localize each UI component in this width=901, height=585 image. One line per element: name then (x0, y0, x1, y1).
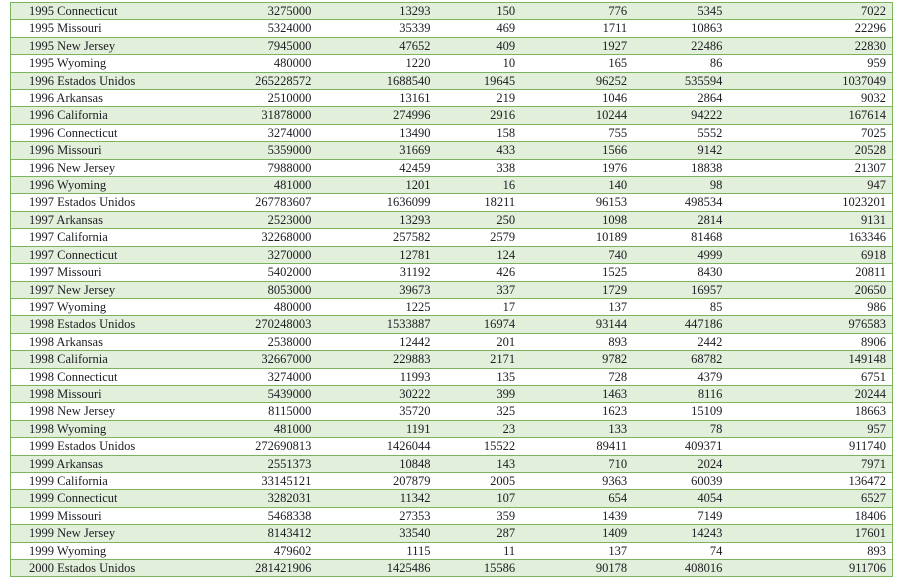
cell-value: 18406 (854, 508, 886, 523)
cell-value: 143 (496, 456, 516, 471)
cell-value: 1566 (602, 143, 628, 158)
cell-value: 13161 (399, 91, 431, 106)
cell-value: 20811 (855, 265, 886, 280)
cell-value: 35720 (399, 404, 431, 419)
cell-value: 1439 (602, 508, 628, 523)
cell-value: 35339 (399, 21, 431, 36)
cell-value: 1023201 (842, 195, 886, 210)
cell-value: 8143412 (267, 526, 312, 541)
cell-value: 1426044 (386, 439, 431, 454)
cell-value: 20650 (854, 282, 886, 297)
cell-value: 338 (496, 160, 516, 175)
cell-value: 447186 (684, 317, 723, 332)
cell-value: 7025 (861, 125, 886, 140)
cell-value: 107 (496, 491, 516, 506)
cell-value: 9363 (602, 473, 628, 488)
cell-value: 272690813 (255, 439, 312, 454)
cell-year-region: 1997 New Jersey (29, 282, 116, 297)
cell-year-region: 1996 Connecticut (29, 125, 118, 140)
cell-value: 9782 (602, 352, 628, 367)
cell-year-region: 1996 Wyoming (29, 178, 107, 193)
cell-value: 30222 (399, 386, 431, 401)
cell-value: 13490 (399, 125, 431, 140)
cell-value: 2538000 (267, 334, 312, 349)
cell-value: 479602 (273, 543, 312, 558)
cell-value: 201 (496, 334, 516, 349)
cell-value: 207879 (392, 473, 431, 488)
cell-value: 2005 (490, 473, 516, 488)
cell-year-region: 1999 California (29, 473, 108, 488)
table-row (11, 490, 893, 507)
cell-value: 74 (709, 543, 723, 558)
table-row (11, 229, 893, 246)
cell-value: 10 (502, 56, 516, 71)
cell-value: 15586 (483, 561, 516, 575)
cell-value: 3274000 (267, 369, 312, 384)
cell-value: 15109 (691, 404, 723, 419)
cell-year-region: 1996 Missouri (29, 143, 102, 158)
cell-value: 18838 (691, 160, 723, 175)
cell-value: 281421906 (255, 561, 312, 575)
cell-value: 23 (502, 421, 516, 436)
cell-value: 17 (502, 299, 516, 314)
table-row (11, 107, 893, 124)
cell-value: 1533887 (386, 317, 431, 332)
cell-year-region: 1997 Estados Unidos (29, 195, 136, 210)
cell-value: 911706 (848, 561, 886, 575)
cell-year-region: 1998 Missouri (29, 386, 102, 401)
cell-value: 893 (867, 543, 886, 558)
cell-value: 7971 (861, 456, 886, 471)
cell-value: 19645 (483, 73, 516, 88)
cell-value: 22486 (691, 38, 723, 53)
cell-year-region: 1997 Missouri (29, 265, 102, 280)
cell-value: 1115 (406, 543, 431, 558)
cell-value: 12442 (399, 334, 431, 349)
cell-value: 11 (503, 543, 516, 558)
table-row (11, 72, 893, 89)
cell-value: 27353 (399, 508, 431, 523)
cell-value: 1976 (602, 160, 628, 175)
cell-year-region: 1997 Connecticut (29, 247, 118, 262)
cell-value: 265228572 (255, 73, 312, 88)
table-row (11, 420, 893, 437)
cell-value: 1525 (602, 265, 628, 280)
cell-value: 250 (496, 212, 516, 227)
cell-value: 2171 (490, 352, 516, 367)
cell-year-region: 1998 California (29, 352, 108, 367)
table-row (11, 507, 893, 524)
table-row (11, 211, 893, 228)
cell-value: 98 (709, 178, 723, 193)
cell-value: 11342 (399, 491, 431, 506)
cell-value: 22830 (854, 38, 886, 53)
table-row (11, 560, 893, 577)
cell-value: 1927 (602, 38, 628, 53)
cell-value: 39673 (399, 282, 431, 297)
cell-value: 93144 (595, 317, 628, 332)
cell-year-region: 1997 Arkansas (29, 212, 103, 227)
cell-year-region: 1996 New Jersey (29, 160, 116, 175)
cell-value: 481000 (273, 421, 312, 436)
cell-value: 1729 (602, 282, 628, 297)
cell-value: 1711 (602, 21, 628, 36)
cell-value: 6751 (861, 369, 886, 384)
cell-value: 2579 (490, 230, 516, 245)
table-row (11, 246, 893, 263)
cell-value: 710 (608, 456, 628, 471)
cell-value: 219 (496, 91, 516, 106)
cell-value: 654 (608, 491, 628, 506)
cell-value: 5345 (697, 4, 723, 18)
table-row (11, 281, 893, 298)
cell-value: 31878000 (261, 108, 312, 123)
cell-year-region: 1997 Wyoming (29, 299, 107, 314)
cell-value: 408016 (684, 561, 723, 575)
cell-value: 149148 (848, 352, 886, 367)
table-row (11, 525, 893, 542)
cell-value: 1220 (405, 56, 431, 71)
cell-year-region: 1998 Arkansas (29, 334, 103, 349)
cell-value: 33145121 (261, 473, 312, 488)
cell-value: 2024 (697, 456, 723, 471)
cell-value: 1225 (405, 299, 431, 314)
cell-value: 5439000 (267, 386, 312, 401)
cell-value: 1463 (602, 386, 628, 401)
cell-value: 8116 (697, 386, 723, 401)
cell-year-region: 1999 Missouri (29, 508, 102, 523)
cell-value: 94222 (691, 108, 723, 123)
cell-value: 911740 (848, 439, 886, 454)
cell-value: 10848 (399, 456, 431, 471)
cell-value: 267783607 (255, 195, 312, 210)
cell-year-region: 1996 California (29, 108, 108, 123)
cell-value: 287 (496, 526, 516, 541)
cell-value: 1409 (602, 526, 628, 541)
cell-value: 2916 (490, 108, 516, 123)
cell-year-region: 2000 Estados Unidos (29, 561, 136, 575)
cell-value: 257582 (392, 230, 431, 245)
cell-value: 5359000 (267, 143, 312, 158)
cell-value: 1623 (602, 404, 628, 419)
cell-value: 1201 (405, 178, 431, 193)
cell-value: 776 (608, 4, 628, 18)
cell-value: 13293 (399, 212, 431, 227)
cell-value: 3282031 (267, 491, 312, 506)
cell-value: 8906 (861, 334, 886, 349)
cell-year-region: 1999 Arkansas (29, 456, 103, 471)
cell-year-region: 1999 New Jersey (29, 526, 116, 541)
cell-value: 32268000 (261, 230, 312, 245)
cell-value: 137 (608, 543, 628, 558)
cell-value: 359 (496, 508, 516, 523)
cell-value: 16974 (483, 317, 516, 332)
cell-value: 18663 (854, 404, 886, 419)
cell-year-region: 1999 Connecticut (29, 491, 118, 506)
table-row (11, 438, 893, 455)
cell-value: 5402000 (267, 265, 312, 280)
cell-value: 96153 (595, 195, 628, 210)
table-row (11, 264, 893, 281)
cell-year-region: 1998 Connecticut (29, 369, 118, 384)
cell-value: 60039 (691, 473, 723, 488)
cell-value: 31192 (399, 265, 431, 280)
cell-value: 33540 (399, 526, 431, 541)
cell-value: 89411 (596, 439, 628, 454)
cell-value: 12781 (399, 247, 431, 262)
table-row (11, 542, 893, 559)
cell-value: 158 (496, 125, 516, 140)
cell-value: 150 (496, 4, 516, 18)
cell-value: 2551373 (267, 456, 312, 471)
table-row (11, 124, 893, 141)
cell-value: 2510000 (267, 91, 312, 106)
cell-value: 22296 (854, 21, 886, 36)
cell-value: 498534 (684, 195, 723, 210)
table-row (11, 3, 893, 20)
cell-value: 947 (867, 178, 886, 193)
table-row (11, 177, 893, 194)
cell-value: 10863 (691, 21, 723, 36)
table-row (11, 333, 893, 350)
cell-value: 728 (608, 369, 628, 384)
cell-value: 10244 (595, 108, 628, 123)
cell-value: 740 (608, 247, 628, 262)
cell-year-region: 1998 New Jersey (29, 404, 116, 419)
table-row (11, 37, 893, 54)
cell-value: 13293 (399, 4, 431, 18)
cell-value: 469 (496, 21, 516, 36)
cell-value: 96252 (595, 73, 628, 88)
table-row (11, 142, 893, 159)
cell-value: 9032 (861, 91, 886, 106)
cell-value: 1098 (602, 212, 628, 227)
cell-value: 2442 (697, 334, 723, 349)
cell-value: 337 (496, 282, 516, 297)
cell-value: 78 (709, 421, 723, 436)
cell-year-region: 1998 Estados Unidos (29, 317, 136, 332)
cell-year-region: 1995 Missouri (29, 21, 102, 36)
cell-value: 124 (496, 247, 516, 262)
cell-value: 1037049 (842, 73, 886, 88)
cell-value: 893 (608, 334, 628, 349)
cell-value: 2864 (697, 91, 723, 106)
table-row (11, 55, 893, 72)
cell-value: 16 (502, 178, 516, 193)
cell-year-region: 1996 Estados Unidos (29, 73, 136, 88)
cell-value: 535594 (684, 73, 723, 88)
cell-value: 15522 (483, 439, 516, 454)
cell-year-region: 1996 Arkansas (29, 91, 103, 106)
cell-value: 399 (496, 386, 516, 401)
table-row (11, 472, 893, 489)
cell-value: 86 (709, 56, 723, 71)
cell-value: 7149 (697, 508, 723, 523)
cell-value: 986 (867, 299, 886, 314)
cell-value: 137 (608, 299, 628, 314)
cell-value: 4999 (697, 247, 723, 262)
table-body (11, 3, 893, 577)
cell-value: 7988000 (267, 160, 312, 175)
table-row (11, 159, 893, 176)
cell-value: 7945000 (267, 38, 312, 53)
cell-value: 409371 (684, 439, 723, 454)
table-row (11, 455, 893, 472)
cell-value: 16957 (691, 282, 723, 297)
cell-value: 2523000 (267, 212, 312, 227)
cell-value: 81468 (691, 230, 723, 245)
cell-value: 7022 (861, 4, 886, 18)
cell-value: 274996 (392, 108, 431, 123)
cell-value: 135 (496, 369, 516, 384)
cell-value: 229883 (392, 352, 431, 367)
cell-value: 17601 (854, 526, 886, 541)
cell-value: 1191 (405, 421, 431, 436)
cell-value: 1688540 (386, 73, 431, 88)
cell-value: 270248003 (255, 317, 312, 332)
cell-value: 426 (496, 265, 516, 280)
cell-year-region: 1995 New Jersey (29, 38, 116, 53)
cell-value: 6527 (861, 491, 886, 506)
cell-value: 9142 (697, 143, 723, 158)
cell-year-region: 1995 Connecticut (29, 4, 118, 18)
cell-value: 957 (867, 421, 886, 436)
cell-value: 4379 (697, 369, 723, 384)
cell-value: 959 (867, 56, 886, 71)
cell-value: 755 (608, 125, 628, 140)
cell-value: 3275000 (267, 4, 312, 18)
cell-value: 20528 (854, 143, 886, 158)
cell-value: 1046 (602, 91, 628, 106)
cell-value: 976583 (848, 317, 886, 332)
cell-value: 18211 (484, 195, 516, 210)
cell-year-region: 1999 Estados Unidos (29, 439, 136, 454)
cell-value: 32667000 (261, 352, 312, 367)
cell-value: 3274000 (267, 125, 312, 140)
cell-value: 5552 (697, 125, 723, 140)
cell-value: 165 (608, 56, 628, 71)
cell-value: 325 (496, 404, 516, 419)
cell-value: 1636099 (386, 195, 431, 210)
table-row (11, 20, 893, 37)
data-table (10, 2, 893, 577)
cell-value: 8430 (697, 265, 723, 280)
cell-value: 433 (496, 143, 516, 158)
table-row (11, 298, 893, 315)
cell-value: 47652 (399, 38, 431, 53)
cell-value: 5468338 (267, 508, 312, 523)
cell-value: 11993 (399, 369, 431, 384)
cell-value: 167614 (848, 108, 886, 123)
cell-value: 6918 (861, 247, 886, 262)
cell-value: 20244 (854, 386, 886, 401)
cell-value: 85 (709, 299, 723, 314)
cell-value: 481000 (273, 178, 312, 193)
cell-year-region: 1999 Wyoming (29, 543, 107, 558)
cell-value: 140 (608, 178, 628, 193)
table-row (11, 194, 893, 211)
cell-value: 4054 (697, 491, 723, 506)
cell-value: 90178 (595, 561, 628, 575)
cell-year-region: 1995 Wyoming (29, 56, 107, 71)
table-row (11, 316, 893, 333)
cell-value: 10189 (595, 230, 628, 245)
table-row (11, 351, 893, 368)
cell-value: 31669 (399, 143, 431, 158)
cell-value: 1425486 (386, 561, 431, 575)
cell-value: 2814 (697, 212, 723, 227)
cell-value: 133 (608, 421, 628, 436)
cell-value: 9131 (861, 212, 886, 227)
cell-value: 480000 (273, 56, 312, 71)
cell-value: 42459 (399, 160, 431, 175)
cell-value: 5324000 (267, 21, 312, 36)
table-row (11, 368, 893, 385)
cell-value: 3270000 (267, 247, 312, 262)
table-row (11, 385, 893, 402)
cell-value: 14243 (691, 526, 723, 541)
cell-value: 21307 (854, 160, 886, 175)
cell-value: 163346 (848, 230, 886, 245)
table-row (11, 403, 893, 420)
cell-value: 480000 (273, 299, 312, 314)
cell-value: 409 (496, 38, 516, 53)
table-row (11, 90, 893, 107)
cell-value: 8115000 (268, 404, 312, 419)
cell-year-region: 1998 Wyoming (29, 421, 107, 436)
cell-value: 136472 (848, 473, 886, 488)
cell-value: 8053000 (267, 282, 312, 297)
cell-value: 68782 (691, 352, 723, 367)
cell-year-region: 1997 California (29, 230, 108, 245)
